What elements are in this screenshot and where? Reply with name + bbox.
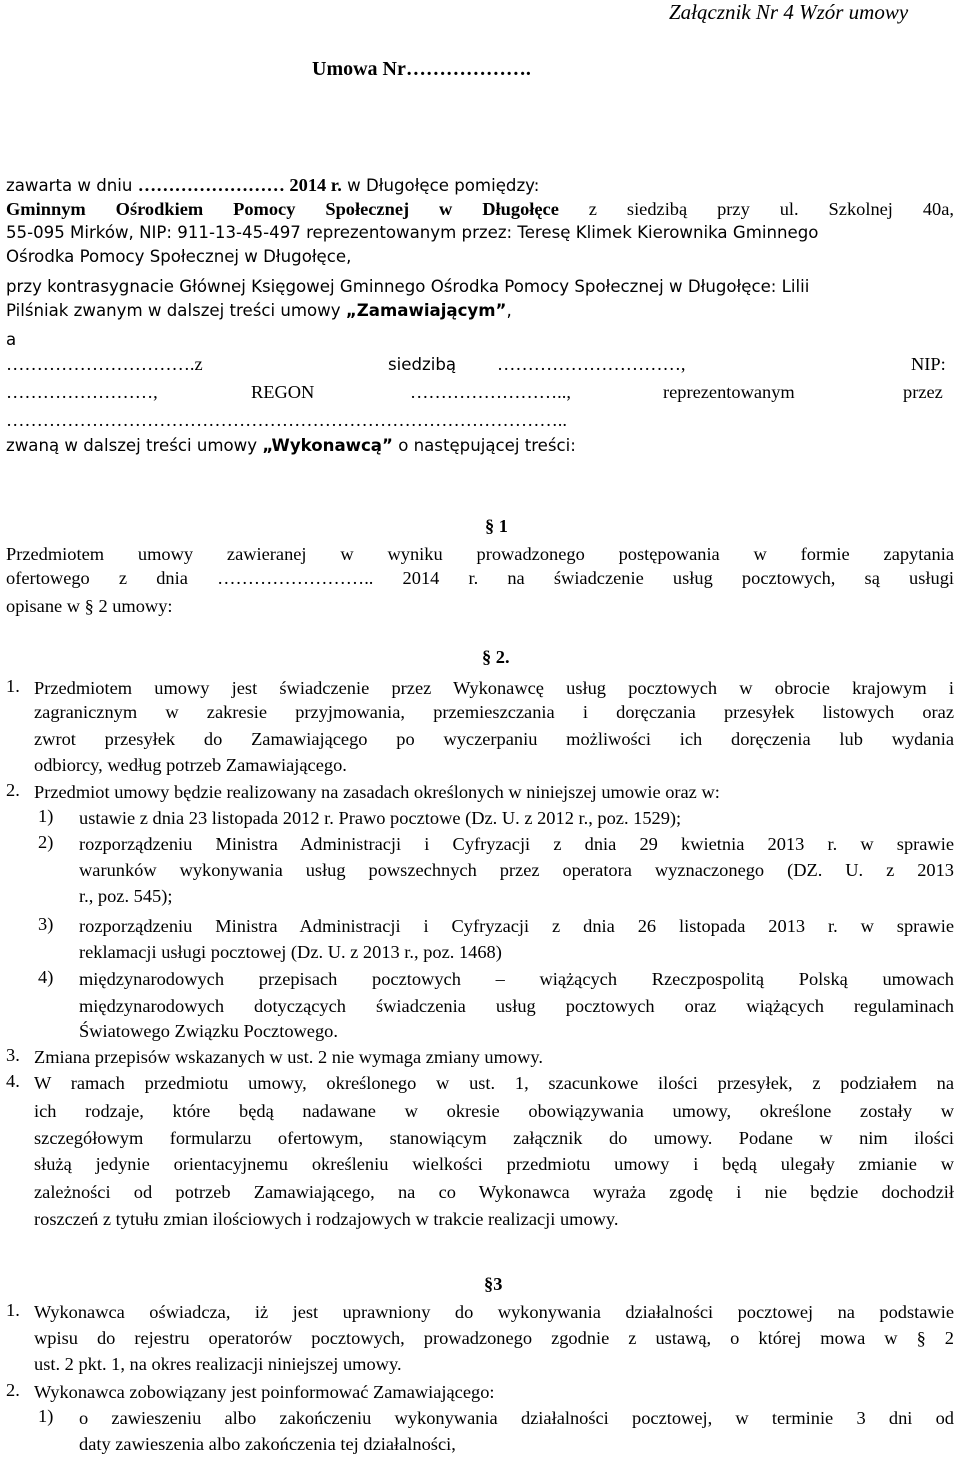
- s3-point-2-line: Wykonawca zobowiązany jest poinformować Zamawiającego:: [34, 1382, 495, 1402]
- s2-point-4-line-5: zależności od potrzeb Zamawiającego, na co Wykonawca wyraża zgodę i nie będzie dochodził: [34, 1182, 954, 1202]
- contract-title: Umowa Nr……………….: [312, 58, 531, 80]
- wykonawca-term: „Wykonawcą”: [262, 436, 393, 455]
- s3-sub-1-line-2: daty zawieszenia albo zakończenia tej działalności,: [79, 1434, 456, 1454]
- s2-point-1-line-3: zwrot przesyłek do Zamawiającego po wyczerpaniu możliwości ich doręczenia lub wydania: [34, 729, 954, 749]
- s2-sub-4-number: 4): [38, 967, 54, 987]
- party-1-name: Gminnym Ośrodkiem Pomocy Społecznej w Długołęce: [6, 199, 559, 219]
- s2-sub-2-line-3: r., poz. 545);: [79, 886, 173, 906]
- s2-sub-3-line-2: reklamacji usługi pocztowej (Dz. U. z 2013 r., poz. 1468): [79, 942, 502, 962]
- s3-point-2-number: 2.: [6, 1380, 20, 1400]
- s2-sub-1-line: ustawie z dnia 23 listopada 2012 r. Prawo pocztowe (Dz. U. z 2012 r., poz. 1529);: [79, 808, 682, 828]
- s2-point-4-line-4: służą jedynie orientacyjnemu określeniu wielkości przedmiotu umowy i będą ulegały zmianie w: [34, 1154, 954, 1174]
- s2-sub-3-number: 3): [38, 914, 54, 934]
- s2-point-1-line-2: zagranicznym w zakresie przyjmowania, przemieszczania i doręczania przesyłek listowych oraz: [34, 702, 954, 722]
- s2-point-4-line-2: ich rodzaje, które będą nadawane w okresie obowiązywania umowy, określone zostały w: [34, 1101, 954, 1121]
- section-2-heading: § 2.: [482, 647, 510, 667]
- by-label: przez: [903, 382, 943, 402]
- regon-label: REGON: [251, 382, 315, 402]
- section-1-line-1: Przedmiotem umowy zawieranej w wyniku prowadzonego postępowania w formie zapytania: [6, 544, 954, 564]
- s2-point-1-line-1: Przedmiotem umowy jest świadczenie przez Wykonawcę usług pocztowych w obrocie krajowym i: [34, 678, 954, 698]
- zamawiajacy-term: „Zamawiającym”: [345, 301, 507, 320]
- intro-date-prefix: zawarta w dniu: [6, 176, 138, 195]
- section-1-line-2: ofertowego z dnia …………………….. 2014 r. na świadczenie usług pocztowych, są usługi: [6, 568, 954, 588]
- s2-sub-2-number: 2): [38, 832, 54, 852]
- siedziba-label: siedzibą: [388, 355, 457, 374]
- intro-line-6: [6, 299, 512, 323]
- section-3-heading: §3: [484, 1274, 503, 1294]
- s2-sub-2-line-2: warunków wykonywania usług powszechnych przez operatora wyznaczonego (DZ. U. z 2013: [79, 860, 954, 880]
- s3-point-1-line-2: wpisu do rejestru operatorów pocztowych, prowadzonego zgodnie z ustawą, o której mowa w § 2: [34, 1328, 954, 1348]
- intro-line-2: [6, 197, 954, 221]
- s2-sub-1-number: 1): [38, 806, 54, 826]
- s3-point-1-line-1: Wykonawca oświadcza, iż jest uprawniony do wykonywania działalności pocztowej na podstawie: [34, 1302, 954, 1322]
- regon-blank: ……………………..,: [410, 382, 571, 402]
- nip-blank: ……………………,: [6, 382, 158, 402]
- section-1-heading: § 1: [485, 516, 508, 536]
- intro-line-11-end: o następującej treści:: [392, 436, 576, 455]
- siedziba-blank: …………………………,: [497, 354, 686, 374]
- intro-line-7: a: [6, 330, 17, 349]
- s2-point-3-line: Zmiana przepisów wskazanych w ust. 2 nie wymaga zmiany umowy.: [34, 1047, 544, 1067]
- s3-sub-1-number: 1): [38, 1406, 54, 1426]
- s2-point-2-number: 2.: [6, 780, 20, 800]
- contractor-name-blank: ………………………….z: [6, 354, 203, 374]
- intro-line-6-end: ,: [506, 301, 512, 320]
- s3-point-1-number: 1.: [6, 1300, 20, 1320]
- intro-line-4: Ośrodka Pomocy Społecznej w Długołęce,: [6, 247, 352, 266]
- party-1-address: z siedzibą przy ul. Szkolnej 40a,: [558, 199, 954, 219]
- intro-line-3: 55-095 Mirków, NIP: 911-13-45-497 reprezentowanym przez: Teresę Klimek Kierownika Gminnego: [6, 223, 819, 242]
- s2-sub-3-line-1: rozporządzeniu Ministra Administracji i Cyfryzacji z dnia 26 listopada 2013 r. w sprawie: [79, 916, 954, 936]
- intro-line-1: [6, 173, 539, 198]
- s2-point-3-number: 3.: [6, 1045, 20, 1065]
- section-1-line-3: opisane w § 2 umowy:: [6, 596, 173, 616]
- intro-line-6-text: Pilśniak zwanym w dalszej treści umowy: [6, 301, 346, 320]
- s3-point-1-line-3: ust. 2 pkt. 1, na okres realizacji niniejszej umowy.: [34, 1354, 402, 1374]
- s2-point-4-line-3: szczegółowym formularzu ofertowym, stanowiącym załącznik do umowy. Podane w nim ilości: [34, 1128, 954, 1148]
- s2-sub-2-line-1: rozporządzeniu Ministra Administracji i Cyfryzacji z dnia 29 kwietnia 2013 r. w sprawie: [79, 834, 954, 854]
- s2-sub-4-line-1: międzynarodowych przepisach pocztowych – wiążących Rzeczpospolitą Polską umowach: [79, 969, 954, 989]
- intro-line-11-text: zwaną w dalszej treści umowy: [6, 436, 263, 455]
- s2-point-2-line: Przedmiot umowy będzie realizowany na zasadach określonych w niniejszej umowie oraz w:: [34, 782, 720, 802]
- intro-line-5: przy kontrasygnacie Głównej Księgowej Gminnego Ośrodka Pomocy Społecznej w Długołęce: Lilii: [6, 277, 810, 296]
- contract-date: …………………… 2014 r.: [137, 175, 342, 195]
- s2-sub-4-line-3: Światowego Związku Pocztowego.: [79, 1021, 338, 1041]
- represented-label: reprezentowanym: [663, 382, 795, 402]
- s2-point-4-line-1: W ramach przedmiotu umowy, określonego w ust. 1, szacunkowe ilości przesyłek, z podziałem na: [34, 1073, 954, 1093]
- s2-sub-4-line-2: międzynarodowych dotyczących świadczenia usług pocztowych oraz wiążących regulaminach: [79, 996, 954, 1016]
- s2-point-4-number: 4.: [6, 1071, 20, 1091]
- annex-label: Załącznik Nr 4 Wzór umowy: [669, 0, 909, 24]
- s2-point-1-line-4: odbiorcy, według potrzeb Zamawiającego.: [34, 755, 347, 775]
- intro-line-11: [6, 434, 576, 458]
- s2-point-1-number: 1.: [6, 676, 20, 696]
- nip-label: NIP:: [911, 354, 946, 374]
- representative-blank: ………………………………………………………………………………..: [6, 410, 567, 430]
- intro-place: w Długołęce pomiędzy:: [341, 176, 540, 195]
- s3-sub-1-line-1: o zawieszeniu albo zakończeniu wykonywania działalności pocztowej, w terminie 3 dni od: [79, 1408, 954, 1428]
- s2-point-4-line-6: roszczeń z tytułu zmian ilościowych i rodzajowych w trakcie realizacji umowy.: [34, 1209, 619, 1229]
